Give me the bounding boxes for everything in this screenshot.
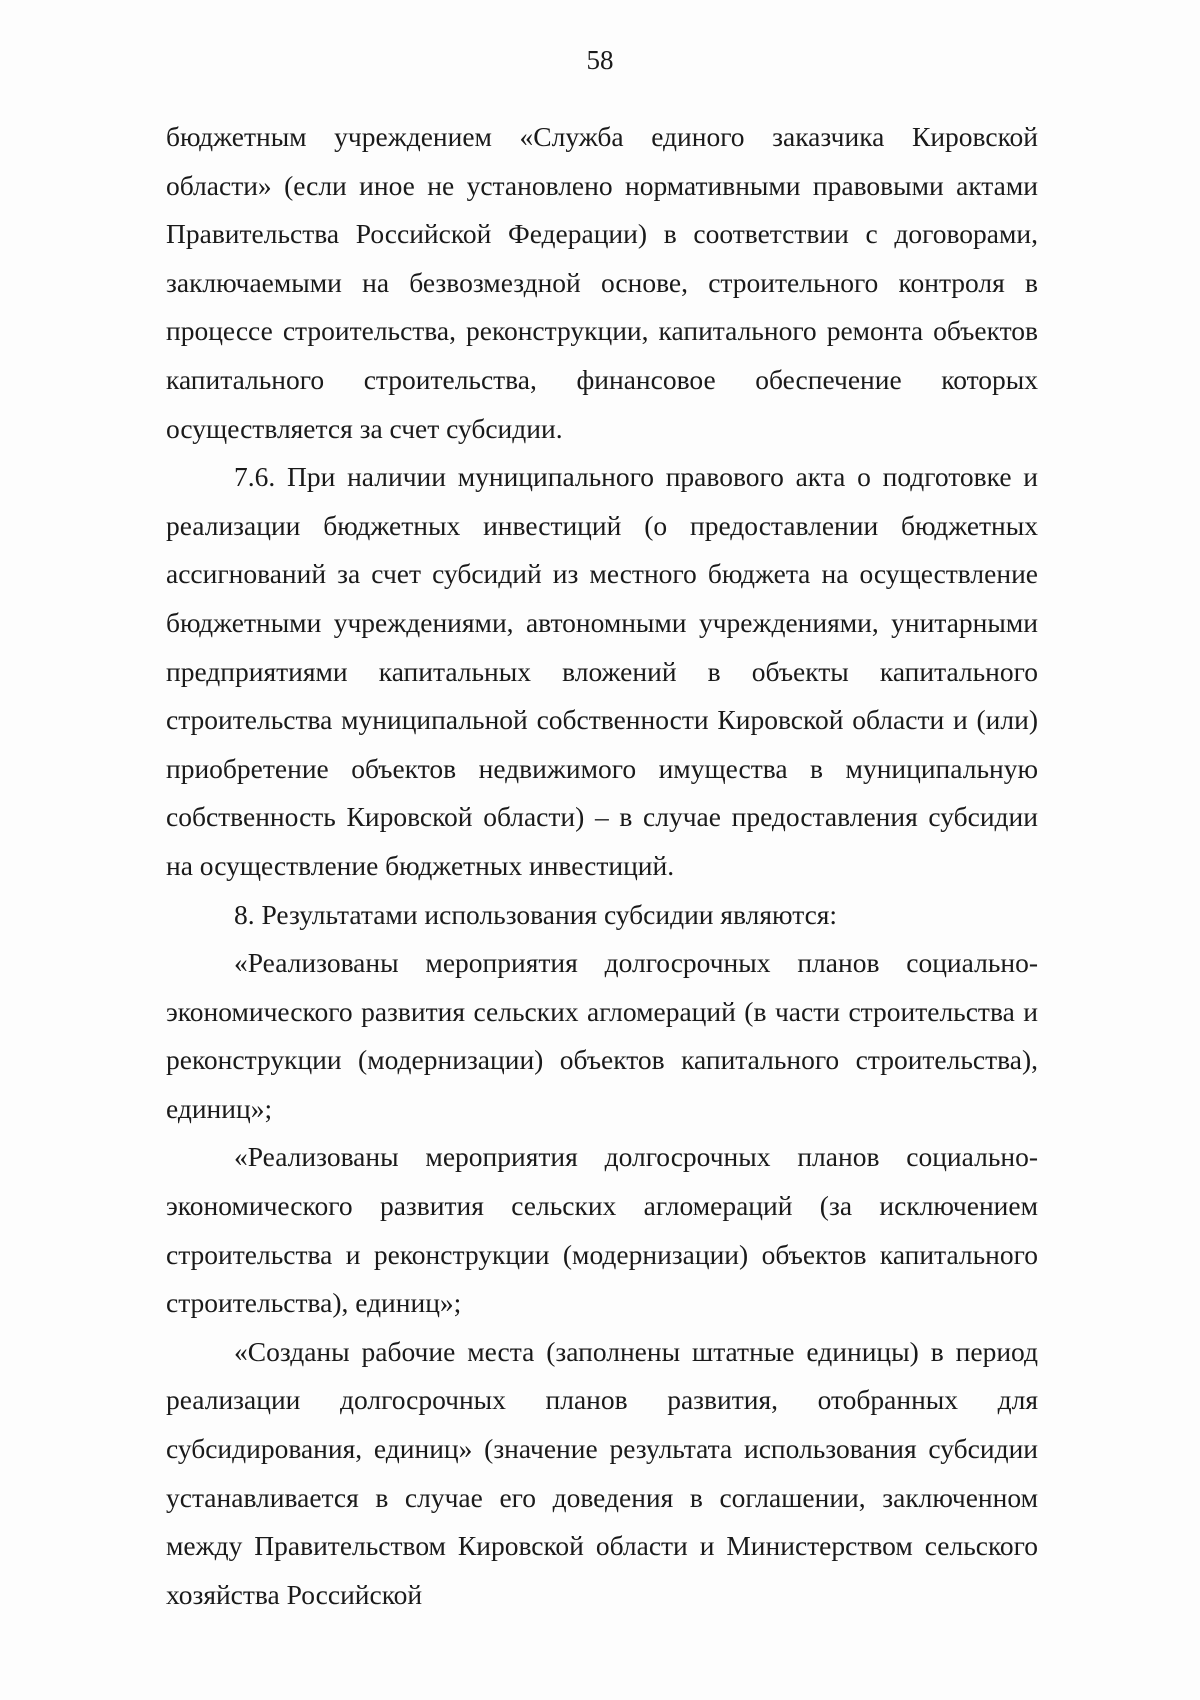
paragraph-8: 8. Результатами использования субсидии являются: — [234, 898, 838, 930]
result-item-2: «Реализованы мероприятия долгосрочных планов социально-экономического развития сельских агломераций (за исключением строительства и реконструкции (модернизации) объектов капитального строительства), единиц»; — [166, 1141, 1038, 1319]
page-number: 58 — [586, 45, 614, 75]
paragraph-7-6: 7.6. При наличии муниципального правового акта о подготовке и реализации бюджетных инвестиций (о предоставлении бюджетных ассигнований за счет субсидий из местного бюджета на осуществление бюджетными учреждениями, автономными учреждениями, унитарными предприятиями капитальных вложений в объекты капитального строительства муниципальной собственности Кировской области и (или) приобретение объектов недвижимого имущества в муниципальную собственность Кировской области) – в случае предоставления субсидии на осуществление бюджетных инвестиций. — [166, 461, 1038, 881]
paragraph-continuation: бюджетным учреждением «Служба единого заказчика Кировской области» (если иное не установлено нормативными правовыми актами Правительства Российской Федерации) в соответствии с договорами, заключаемыми на безвозмездной основе, строительного контроля в процессе строительства, реконструкции, капитального ремонта объектов капитального строительства, финансовое обеспечение которых осуществляется за счет субсидии. — [166, 121, 1038, 444]
result-item-3: «Созданы рабочие места (заполнены штатные единицы) в период реализации долгосрочных планов развития, отобранных для субсидирования, единиц» (значение результата использования субсидии устанавливается в случае его доведения в соглашении, заключенном между Правительством Кировской области и Министерством сельского хозяйства Российской — [166, 1335, 1038, 1610]
result-item-1: «Реализованы мероприятия долгосрочных планов социально-экономического развития сельских агломераций (в части строительства и реконструкции (модернизации) объектов капитального строительства), единиц»; — [166, 947, 1038, 1124]
document-body — [166, 113, 1038, 1619]
